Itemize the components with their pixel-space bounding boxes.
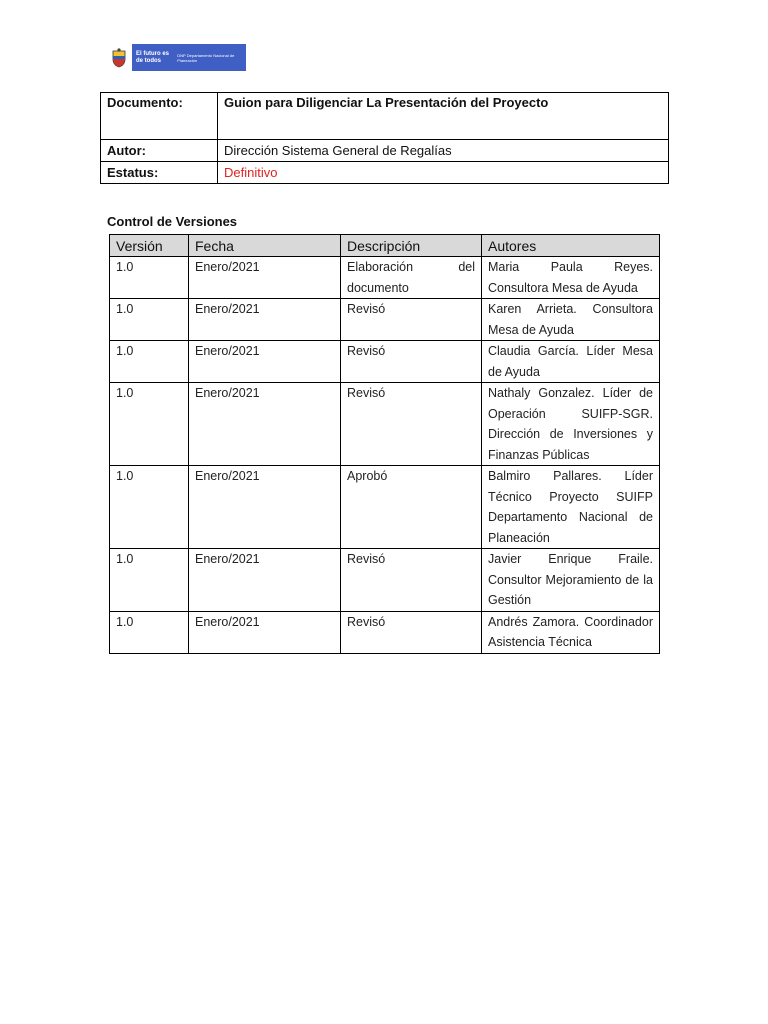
author-value: Dirección Sistema General de Regalías [218,140,669,162]
author-row [101,140,669,162]
date-cell: Enero/2021 [189,466,341,549]
table-row [110,549,660,612]
logo-band [132,44,246,71]
version-cell: 1.0 [110,299,189,341]
table-row [110,257,660,299]
document-row [101,93,669,140]
authors-cell: Balmiro Pallares. Líder Técnico Proyecto SUIFP Departamento Nacional de Planeación [482,466,660,549]
date-cell: Enero/2021 [189,299,341,341]
date-cell: Enero/2021 [189,549,341,612]
description-cell: Elaboración del documento [341,257,482,299]
version-cell: 1.0 [110,466,189,549]
version-cell: 1.0 [110,257,189,299]
table-row [110,341,660,383]
author-label: Autor: [101,140,218,162]
date-cell: Enero/2021 [189,257,341,299]
authors-cell: Javier Enrique Fraile. Consultor Mejoramiento de la Gestión [482,549,660,612]
versions-title: Control de Versiones [107,214,238,229]
description-cell: Aprobó [341,466,482,549]
description-cell: Revisó [341,611,482,653]
document-value: Guion para Diligenciar La Presentación del Proyecto [218,93,669,140]
description-cell: Revisó [341,549,482,612]
authors-cell: Nathaly Gonzalez. Líder de Operación SUIFP-SGR. Dirección de Inversiones y Finanzas Públicas [482,383,660,466]
description-cell: Revisó [341,383,482,466]
versions-header-row [110,235,660,257]
document-info-table [100,92,669,184]
authors-cell: Andrés Zamora. Coordinador Asistencia Técnica [482,611,660,653]
description-cell: Revisó [341,341,482,383]
table-row [110,299,660,341]
authors-cell: Claudia García. Líder Mesa de Ayuda [482,341,660,383]
date-cell: Enero/2021 [189,341,341,383]
header-logo [106,44,246,71]
date-cell: Enero/2021 [189,611,341,653]
table-row [110,466,660,549]
table-row [110,383,660,466]
table-row [110,611,660,653]
logo-tagline: El futuro es de todos [136,50,170,64]
header-authors: Autores [482,235,660,257]
header-description: Descripción [341,235,482,257]
status-value: Definitivo [218,162,669,184]
document-label: Documento: [101,93,218,140]
authors-cell: Karen Arrieta. Consultora Mesa de Ayuda [482,299,660,341]
status-row [101,162,669,184]
description-cell: Revisó [341,299,482,341]
date-cell: Enero/2021 [189,383,341,466]
versions-table [109,234,660,654]
version-cell: 1.0 [110,383,189,466]
logo-agency: DNP Departamento Nacional de Planeación [177,52,235,63]
version-cell: 1.0 [110,611,189,653]
authors-cell: Maria Paula Reyes. Consultora Mesa de Ayuda [482,257,660,299]
header-version: Versión [110,235,189,257]
header-date: Fecha [189,235,341,257]
status-label: Estatus: [101,162,218,184]
version-cell: 1.0 [110,549,189,612]
coat-of-arms-icon [106,44,132,71]
version-cell: 1.0 [110,341,189,383]
